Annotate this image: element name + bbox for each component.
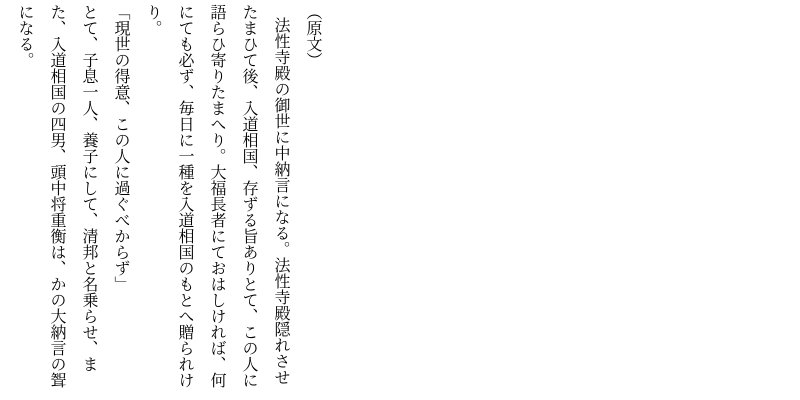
paragraph-main: 法性寺殿の御世に中納言になる。法性寺殿隠れさせたまひて後、入道相国、存ずる旨ありとて、この人に語らひ寄りたまへり。大福長者にておはしければ、何にても必ず、毎日に一種を入道相国のもとへ贈られけり。 — [144, 4, 289, 388]
section-label: （原文） — [304, 4, 321, 68]
paragraph-quote: 「現世の得意、この人に過ぐべからず」 — [112, 4, 129, 292]
paragraph-closing: とて、子息一人、養子にして、清邦と名乗らせ、また、入道相国の四男、頭中将重衡は、かの大納言の聟になる。 — [16, 4, 97, 388]
vertical-text-container — [0, 0, 366, 400]
